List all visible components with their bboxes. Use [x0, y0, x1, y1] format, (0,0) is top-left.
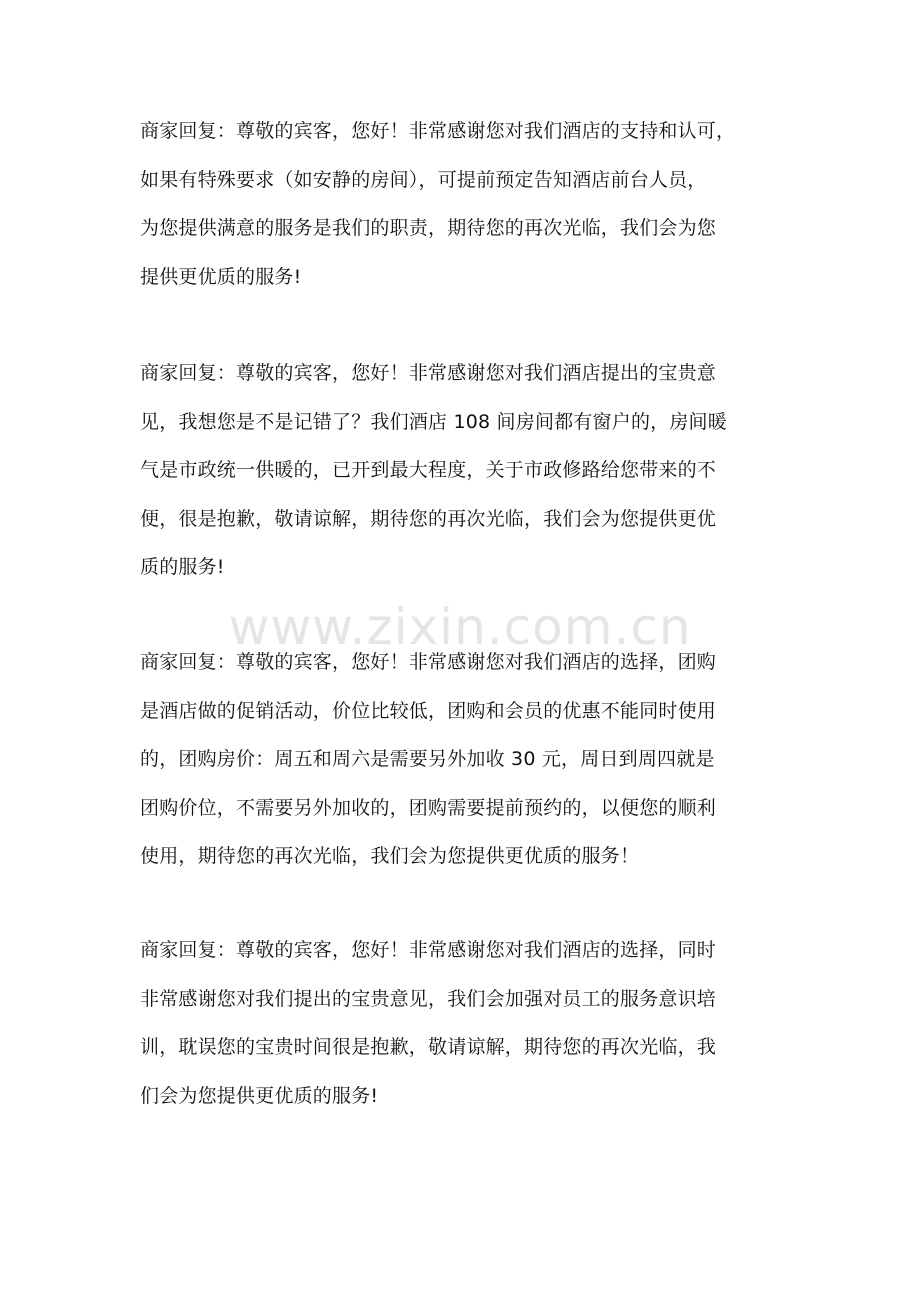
- watermark: www.zixin.com.cn: [228, 598, 692, 656]
- merchant-reply-3: [140, 638, 782, 881]
- reply-line: 训，耽误您的宝贵时间很是抱歉，敬请谅解，期待您的再次光临，我: [140, 1036, 717, 1059]
- reply-line: 商家回复：尊敬的宾客，您好！非常感谢您对我们酒店提出的宝贵意: [140, 362, 717, 384]
- merchant-reply-4: [140, 926, 782, 1120]
- merchant-reply-2: [140, 349, 782, 592]
- reply-line: 见，我想您是不是记错了？我们酒店 108 间房间都有窗户的，房间暖: [140, 410, 727, 433]
- reply-line: 团购价位，不需要另外加收的，团购需要提前预约的，以便您的顺利: [140, 796, 717, 819]
- reply-line: 使用，期待您的再次光临，我们会为您提供更优质的服务！: [140, 845, 640, 868]
- reply-line: 商家回复：尊敬的宾客，您好！非常感谢您对我们酒店的选择，团购: [140, 651, 717, 673]
- reply-line: 非常感谢您对我们提出的宝贵意见，我们会加强对员工的服务意识培: [140, 987, 717, 1010]
- reply-line: 商家回复：尊敬的宾客，您好！非常感谢您对我们酒店的选择，同时: [140, 939, 717, 961]
- reply-line: 便，很是抱歉，敬请谅解，期待您的再次光临，我们会为您提供更优: [140, 507, 717, 530]
- reply-line: 为您提供满意的服务是我们的职责，期待您的再次光临，我们会为您: [140, 217, 717, 240]
- reply-line: 气是市政统一供暖的，已开到最大程度，关于市政修路给您带来的不: [140, 459, 717, 482]
- reply-line: 们会为您提供更优质的服务!: [140, 1084, 379, 1107]
- reply-line: 如果有特殊要求（如安静的房间），可提前预定告知酒店前台人员，: [140, 168, 707, 191]
- reply-line: 的，团购房价：周五和周六是需要另外加收 30 元，周日到周四就是: [140, 748, 715, 771]
- reply-line: 质的服务!: [140, 556, 225, 579]
- reply-line: 是酒店做的促销活动，价位比较低，团购和会员的优惠不能同时使用: [140, 699, 717, 722]
- merchant-reply-1: [140, 107, 782, 301]
- reply-line: 提供更优质的服务!: [140, 265, 302, 288]
- reply-line: 商家回复：尊敬的宾客，您好！非常感谢您对我们酒店的支持和认可，: [140, 120, 736, 142]
